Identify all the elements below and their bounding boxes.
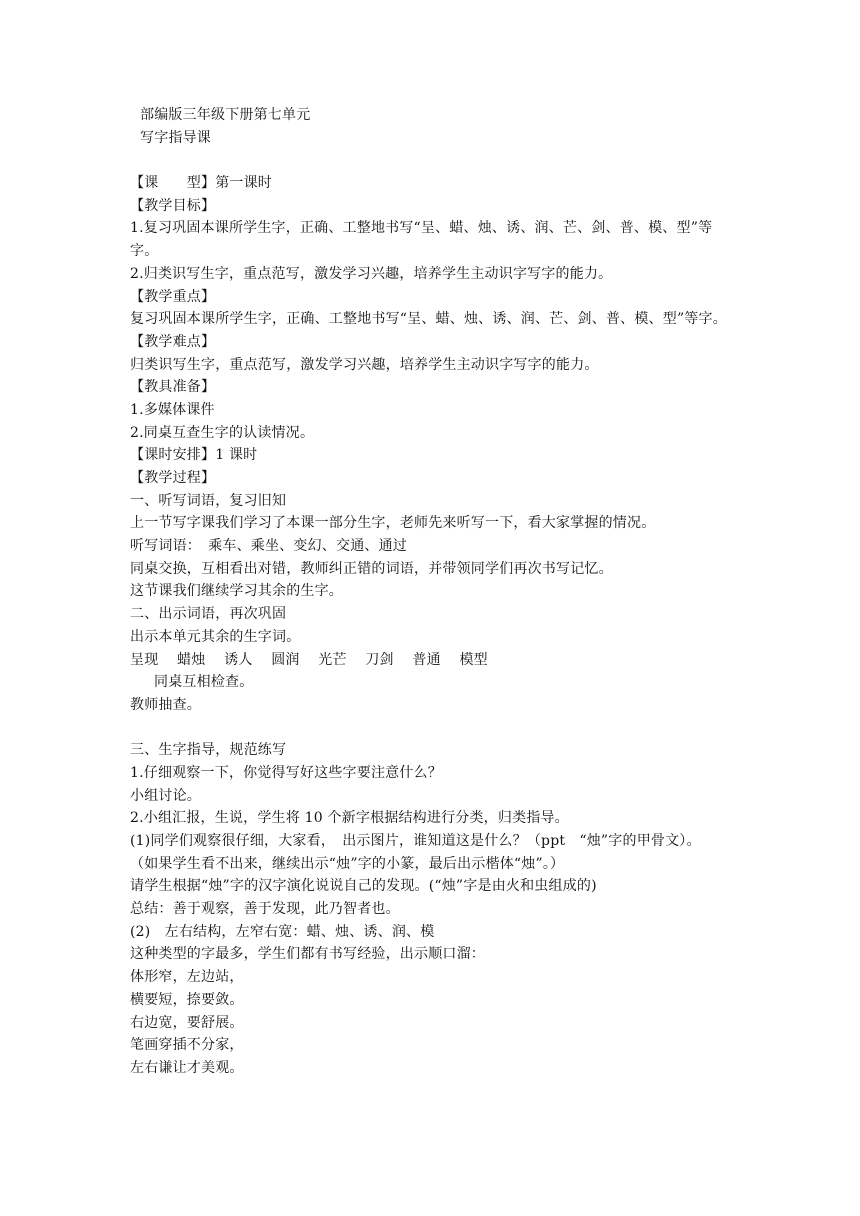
section-3-paragraph: 2.小组汇报，生说，学生将 10 个新字根据结构进行分类，归类指导。 <box>130 810 569 827</box>
key-text: 复习巩固本课所学生字，正确、工整地书写“呈、蜡、烛、诱、润、芒、剑、普、模、型”等字。 <box>130 311 727 328</box>
prep-item-1: 1.多媒体课件 <box>130 401 215 418</box>
section-3-paragraph: 小组讨论。 <box>130 787 201 804</box>
rhyme-line: 左右谦让才美观。 <box>130 1059 244 1076</box>
spacer <box>130 717 740 740</box>
section-1-title: 一、听写词语，复习旧知 <box>130 492 287 509</box>
section-3-title: 三、生字指导，规范练写 <box>130 742 287 759</box>
section-1-paragraph: 同桌交换，互相看出对错，教师纠正错的词语，并带领同学们再次书写记忆。 <box>130 560 613 577</box>
section-2-paragraph: 教师抽查。 <box>130 696 201 713</box>
section-3-paragraph: 1.仔细观察一下，你觉得写好这些字要注意什么？ <box>130 764 442 781</box>
document-body <box>130 104 740 1080</box>
goal-2: 2.归类识写生字，重点范写，激发学习兴趣，培养学生主动识字写字的能力。 <box>130 265 613 282</box>
word-item: 圆润 <box>271 651 300 668</box>
word-item: 模型 <box>459 651 488 668</box>
section-3-paragraph: 这种类型的字最多，学生们都有书写经验，出示顺口溜： <box>130 946 485 963</box>
word-item: 光芒 <box>318 651 347 668</box>
prep-item-2: 2.同桌互查生字的认读情况。 <box>130 424 315 441</box>
rhyme-line: 横要短，捺要敛。 <box>130 991 244 1008</box>
rhyme-line: 右边宽，要舒展。 <box>130 1014 244 1031</box>
section-1-paragraph: 上一节写字课我们学习了本课一部分生字，老师先来听写一下，看大家掌握的情况。 <box>130 515 656 532</box>
section-3-paragraph: (2) 左右结构，左窄右宽：蜡、烛、诱、润、模 <box>130 923 435 940</box>
dictation-words: 听写词语： 乘车、乘坐、变幻、交通、通过 <box>130 538 407 555</box>
schedule: 【课时安排】1 课时 <box>130 447 258 464</box>
key-heading: 【教学重点】 <box>130 288 216 305</box>
word-item: 蜡烛 <box>177 651 206 668</box>
word-item: 普通 <box>412 651 441 668</box>
goals-heading: 【教学目标】 <box>130 197 216 214</box>
section-3-paragraph: （如果学生看不出来，继续出示“烛”字的小篆，最后出示楷体“烛”。） <box>130 855 565 872</box>
prep-heading: 【教具准备】 <box>130 379 216 396</box>
difficulty-heading: 【教学难点】 <box>130 333 216 350</box>
process-heading: 【教学过程】 <box>130 470 216 487</box>
spacer <box>130 149 740 172</box>
lesson-type: 【课 型】第一课时 <box>130 175 272 192</box>
section-3-paragraph: 请学生根据“烛”字的汉字演化说说自己的发现。(“烛”字是由火和虫组成的) <box>130 878 597 895</box>
word-item: 呈现 <box>130 651 159 668</box>
rhyme-line: 笔画穿插不分家， <box>130 1037 244 1054</box>
rhyme-line: 体形窄，左边站， <box>130 969 244 986</box>
section-3-paragraph: (1)同学们观察很仔细，大家看， 出示图片，谁知道这是什么？（ppt “烛”字的甲骨文）。 <box>130 833 701 850</box>
word-item: 诱人 <box>224 651 253 668</box>
section-2-paragraph: 出示本单元其余的生字词。 <box>130 628 301 645</box>
section-2-paragraph: 同桌互相检查。 <box>154 674 254 691</box>
section-3-paragraph: 总结：善于观察，善于发现，此乃智者也。 <box>130 901 400 918</box>
section-1-paragraph: 这节课我们继续学习其余的生字。 <box>130 583 343 600</box>
goal-1: 1.复习巩固本课所学生字，正确、工整地书写“呈、蜡、烛、诱、润、芒、剑、普、模、型”等字。 <box>130 220 713 260</box>
unit-title: 部编版三年级下册第七单元 <box>140 107 311 123</box>
word-list <box>130 649 740 672</box>
lesson-title: 写字指导课 <box>140 129 211 146</box>
difficulty-text: 归类识写生字，重点范写，激发学习兴趣，培养学生主动识字写字的能力。 <box>130 356 599 373</box>
word-item: 刀剑 <box>365 651 394 668</box>
section-2-title: 二、出示词语，再次巩固 <box>130 606 287 623</box>
